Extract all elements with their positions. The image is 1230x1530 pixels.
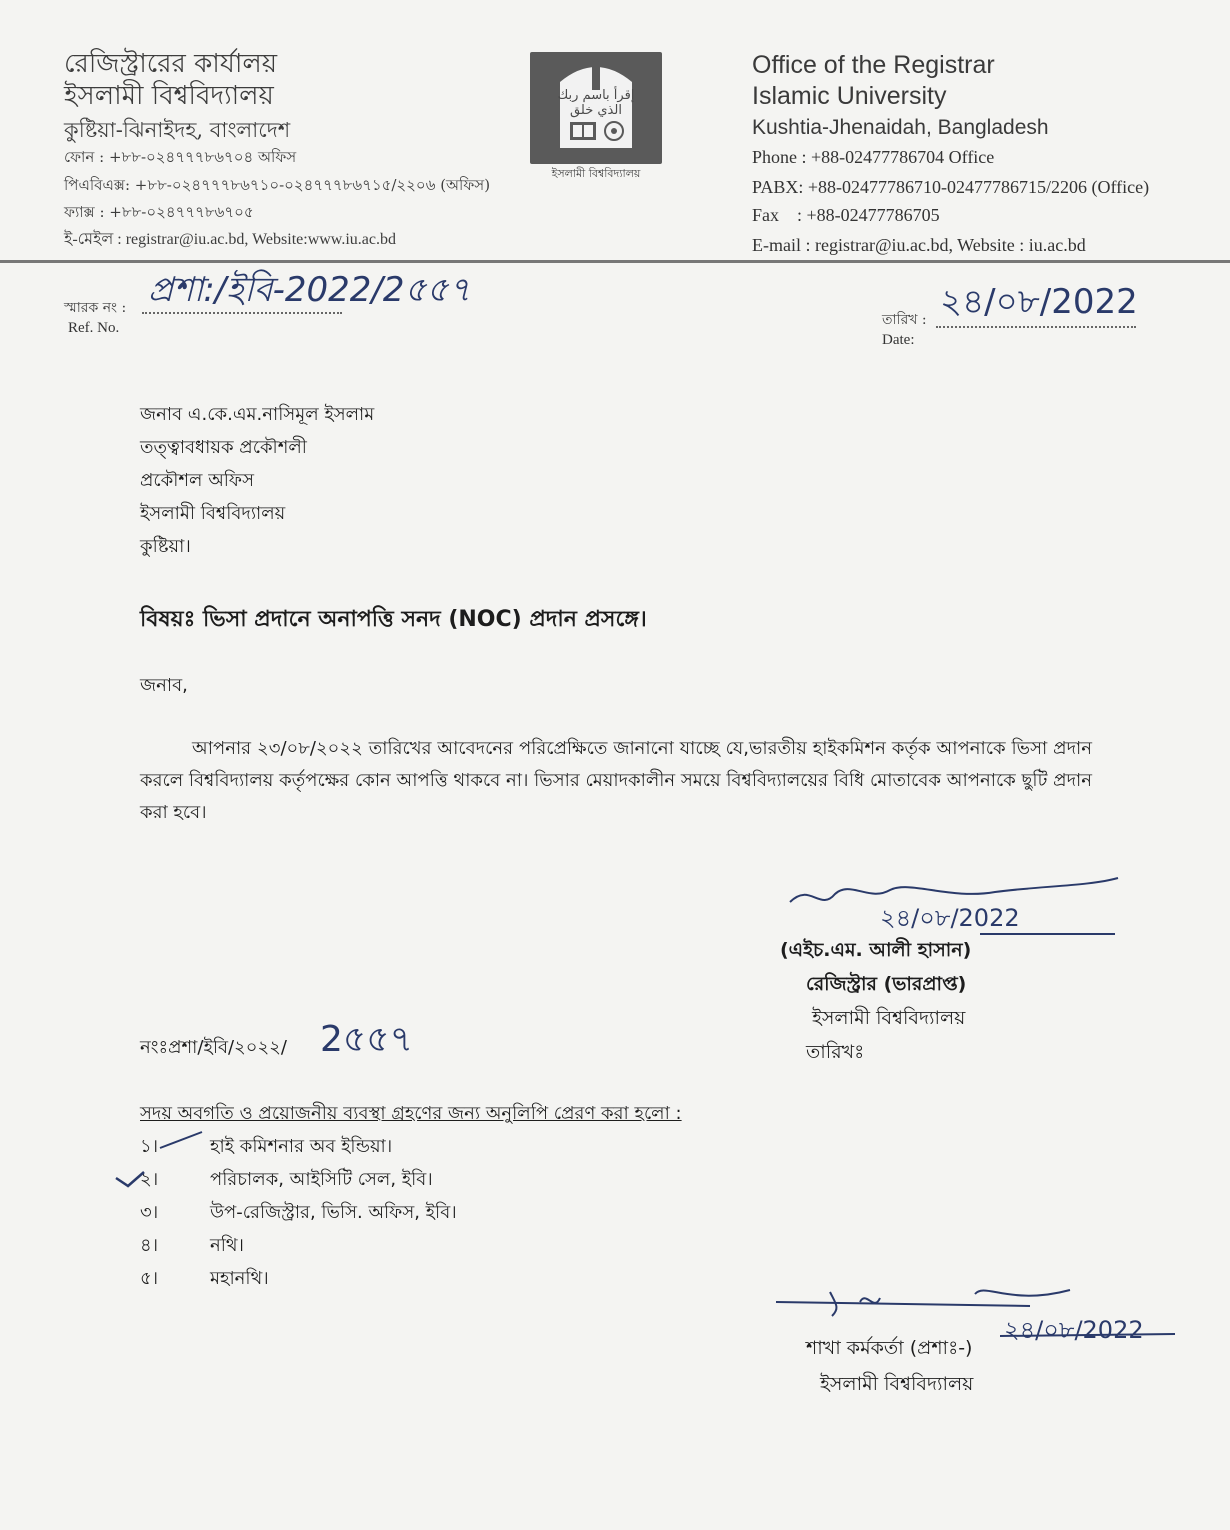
list-item-number: ২। [140,1169,159,1190]
list-item [140,1196,457,1229]
bn-email: ই-মেইল : registrar@iu.ac.bd, Website:www.iu.ac.bd [64,231,396,248]
bn-location: কুষ্টিয়া-ঝিনাইদহ, বাংলাদেশ [64,118,291,142]
list-item [140,1262,457,1295]
date-label-en: Date: [882,332,915,348]
copy-heading: সদয় অবগতি ও প্রয়োজনীয় ব্যবস্থা গ্রহণের জন্য অনুলিপি প্রেরণ করা হলো : [140,1103,682,1124]
list-item [140,1229,457,1262]
list-item-number: ৫। [140,1268,159,1289]
en-email: E-mail : registrar@iu.ac.bd, Website : iu.ac.bd [752,235,1086,255]
letterhead-divider [0,260,1230,263]
registrar-signature-date: ২৪/০৮/2022 [880,904,1020,932]
en-university-name: Islamic University [752,82,947,110]
en-office-name: Office of the Registrar [752,51,995,79]
subject-line: বিষয়ঃ ভিসা প্রদানে অনাপত্তি সনদ (NOC) প্রদান প্রসঙ্গে। [140,607,647,632]
university-logo [530,52,662,164]
en-location: Kushtia-Jhenaidah, Bangladesh [752,116,1049,139]
list-item-number: ৪। [140,1235,159,1256]
section-officer-university: ইসলামী বিশ্ববিদ্যালয় [820,1373,974,1395]
section-officer-title: শাখা কর্মকর্তা (প্রশাঃ-) [806,1337,973,1359]
en-phone: Phone : +88-02477786704 Office [752,147,995,167]
ref-label-en: Ref. No. [68,320,120,336]
logo-caption: ইসলামী বিশ্ববিদ্যালয় [551,167,641,180]
registrar-title: রেজিস্ট্রার (ভারপ্রাপ্ত) [806,973,967,995]
list-item-text: নথি। [210,1235,244,1256]
registrar-university: ইসলামী বিশ্ববিদ্যালয় [812,1007,966,1029]
logo-arabic-calligraphy: إقرأ باسم ربك الذي خلق [557,88,635,118]
date-handwritten: ২৪/০৮/2022 [940,282,1138,322]
bn-pabx: পিএবিএক্স: +৮৮-০২৪৭৭৭৮৬৭১০-০২৪৭৭৭৮৬৭১৫/২২০৬ (অফিস) [64,176,491,194]
salutation: জনাব, [140,675,188,696]
registrar-name: (এইচ.এম. আলী হাসান) [780,939,972,961]
body-paragraph: আপনার ২৩/০৮/২০২২ তারিখের আবেদনের পরিপ্রেক্ষিতে জানানো যাচ্ছে যে,ভারতীয় হাইকমিশন কর্তৃক আপনাকে ভিসা প্রদান করলে বিশ্ববিদ্যালয় কর্তৃপক্ষের কোন আপত্তি থাকবে না। ভিসার মেয়াদকালীন সময়ে বিশ্ববিদ্যালয়ের বিধি মোতাবেক আপনাকে ছুটি প্রদান করা হবে। [140,738,1092,823]
date-label-bn: তারিখ : [882,312,927,328]
section-officer-signature-date: ২৪/০৮/2022 [1004,1316,1144,1344]
ref-label-bn: স্মারক নং : [64,300,127,316]
recipient-line: কুষ্টিয়া। [140,536,191,557]
date-dotted-line [936,326,1136,328]
recipient-line: তত্ত্বাবধায়ক প্রকৌশলী [140,437,307,458]
copy-number-label: নংঃপ্রশা/ইবি/২০২২/ [140,1037,287,1058]
recipient-line: জনাব এ.কে.এম.নাসিমূল ইসলাম [140,404,375,425]
list-item-text: মহানথি। [210,1268,269,1289]
bn-university-name: ইসলামী বিশ্ববিদ্যালয় [64,81,274,111]
en-pabx: PABX: +88-02477786710-02477786715/2206 (Office) [752,177,1150,197]
list-item-number: ৩। [140,1202,159,1223]
ref-handwritten-number: প্রশা:/ইবি-2022/2৫৫৭ [148,270,471,310]
ref-dotted-line [142,312,342,314]
bn-fax: ফ্যাক্স : +৮৮-০২৪৭৭৭৮৬৭০৫ [64,203,254,221]
registrar-date-label: তারিখঃ [806,1041,865,1063]
list-item-text: পরিচালক, আইসিটি সেল, ইবি। [210,1169,433,1190]
recipient-block [140,398,374,563]
copy-number-handwritten: 2৫৫৭ [320,1019,414,1060]
bn-office-name: রেজিস্ট্রারের কার্যালয় [64,49,278,79]
list-item-text: উপ-রেজিস্ট্রার, ভিসি. অফিস, ইবি। [210,1202,457,1223]
bn-phone: ফোন : +৮৮-০২৪৭৭৭৮৬৭০৪ অফিস [64,148,297,166]
recipient-line: প্রকৌশল অফিস [140,470,254,491]
list-item-number: ১। [140,1136,159,1157]
checkmark-icon [110,1128,210,1198]
list-item-text: হাই কমিশনার অব ইন্ডিয়া। [210,1136,393,1157]
recipient-line: ইসলামী বিশ্ববিদ্যালয় [140,503,286,524]
en-fax: Fax : +88-02477786705 [752,205,940,225]
